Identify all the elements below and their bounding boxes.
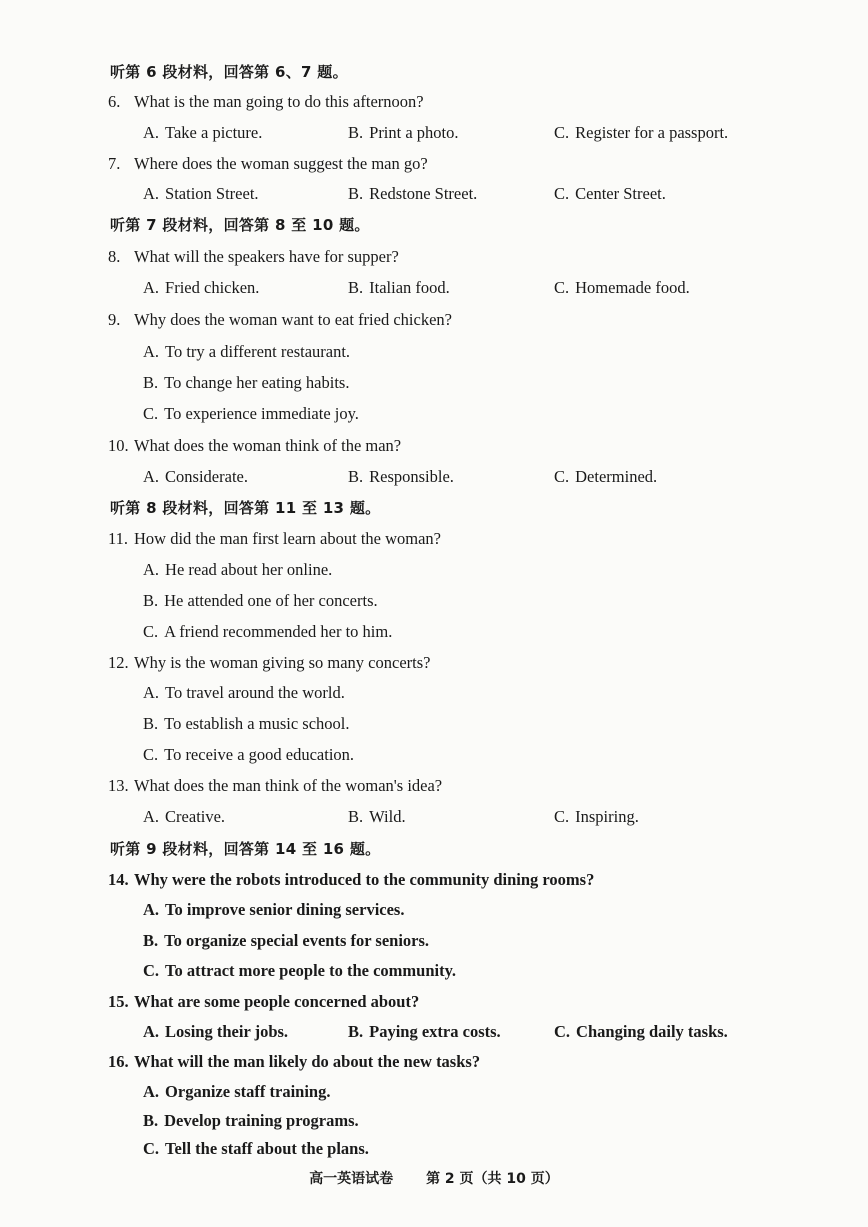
footer-title: 高一英语试卷 (309, 1171, 394, 1187)
option-c: C. Determined. (554, 467, 658, 486)
option-c: C. Inspiring. (554, 807, 639, 826)
question-14: 14. Why were the robots introduced to the community dining rooms? (108, 870, 595, 889)
option-c: C. To experience immediate joy. (143, 404, 359, 423)
option-a: A. To improve senior dining services. (143, 900, 405, 919)
option-a: A. Considerate. (143, 467, 248, 486)
option-c: C. A friend recommended her to him. (143, 622, 393, 641)
option-a: A. Organize staff training. (143, 1082, 331, 1101)
option-a: A. To travel around the world. (143, 683, 345, 702)
option-b: B. Redstone Street. (348, 184, 478, 203)
question-15: 15. What are some people concerned about? (108, 992, 420, 1011)
option-a: A. Fried chicken. (143, 278, 260, 297)
question-10: 10. What does the woman think of the man? (108, 436, 402, 455)
option-b: B. To change her eating habits. (143, 373, 350, 392)
option-c: C. Changing daily tasks. (554, 1022, 728, 1041)
question-11: 11. How did the man first learn about the woman? (108, 529, 441, 548)
question-7: 7. Where does the woman suggest the man go? (108, 154, 428, 173)
option-b: B. Develop training programs. (143, 1111, 359, 1130)
section-heading-7: 听第 7 段材料，回答第 8 至 10 题。 (110, 216, 370, 234)
section-heading-6: 听第 6 段材料，回答第 6、7 题。 (110, 63, 348, 81)
option-b: B. Responsible. (348, 467, 454, 486)
question-6: 6. What is the man going to do this afternoon? (108, 92, 424, 111)
option-c: C. To attract more people to the community. (143, 961, 457, 980)
option-a: A. He read about her online. (143, 560, 333, 579)
option-b: B. To establish a music school. (143, 714, 350, 733)
option-b: B. He attended one of her concerts. (143, 591, 378, 610)
page-footer (0, 1168, 868, 1188)
option-c: C. Tell the staff about the plans. (143, 1139, 369, 1158)
option-c: C. Homemade food. (554, 278, 690, 297)
option-c: C. Center Street. (554, 184, 666, 203)
option-a: A. Creative. (143, 807, 226, 826)
option-a: A. To try a different restaurant. (143, 342, 351, 361)
option-c: C. To receive a good education. (143, 745, 355, 764)
question-8: 8. What will the speakers have for supper? (108, 247, 399, 266)
question-9: 9. Why does the woman want to eat fried chicken? (108, 310, 452, 329)
question-13: 13. What does the man think of the woman's idea? (108, 776, 443, 795)
section-heading-9: 听第 9 段材料，回答第 14 至 16 题。 (110, 840, 381, 858)
option-c: C. Register for a passport. (554, 123, 729, 142)
option-b: B. Wild. (348, 807, 406, 826)
option-b: B. Print a photo. (348, 123, 459, 142)
option-a: A. Station Street. (143, 184, 259, 203)
option-b: B. Paying extra costs. (348, 1022, 501, 1041)
option-b: B. To organize special events for seniors. (143, 931, 430, 950)
option-a: A. Take a picture. (143, 123, 263, 142)
question-12: 12. Why is the woman giving so many concerts? (108, 653, 431, 672)
option-b: B. Italian food. (348, 278, 450, 297)
section-heading-8: 听第 8 段材料，回答第 11 至 13 题。 (110, 499, 381, 517)
question-16: 16. What will the man likely do about the new tasks? (108, 1052, 481, 1071)
option-a: A. Losing their jobs. (143, 1022, 289, 1041)
footer-page-number: 第 2 页（共 10 页） (426, 1171, 559, 1187)
